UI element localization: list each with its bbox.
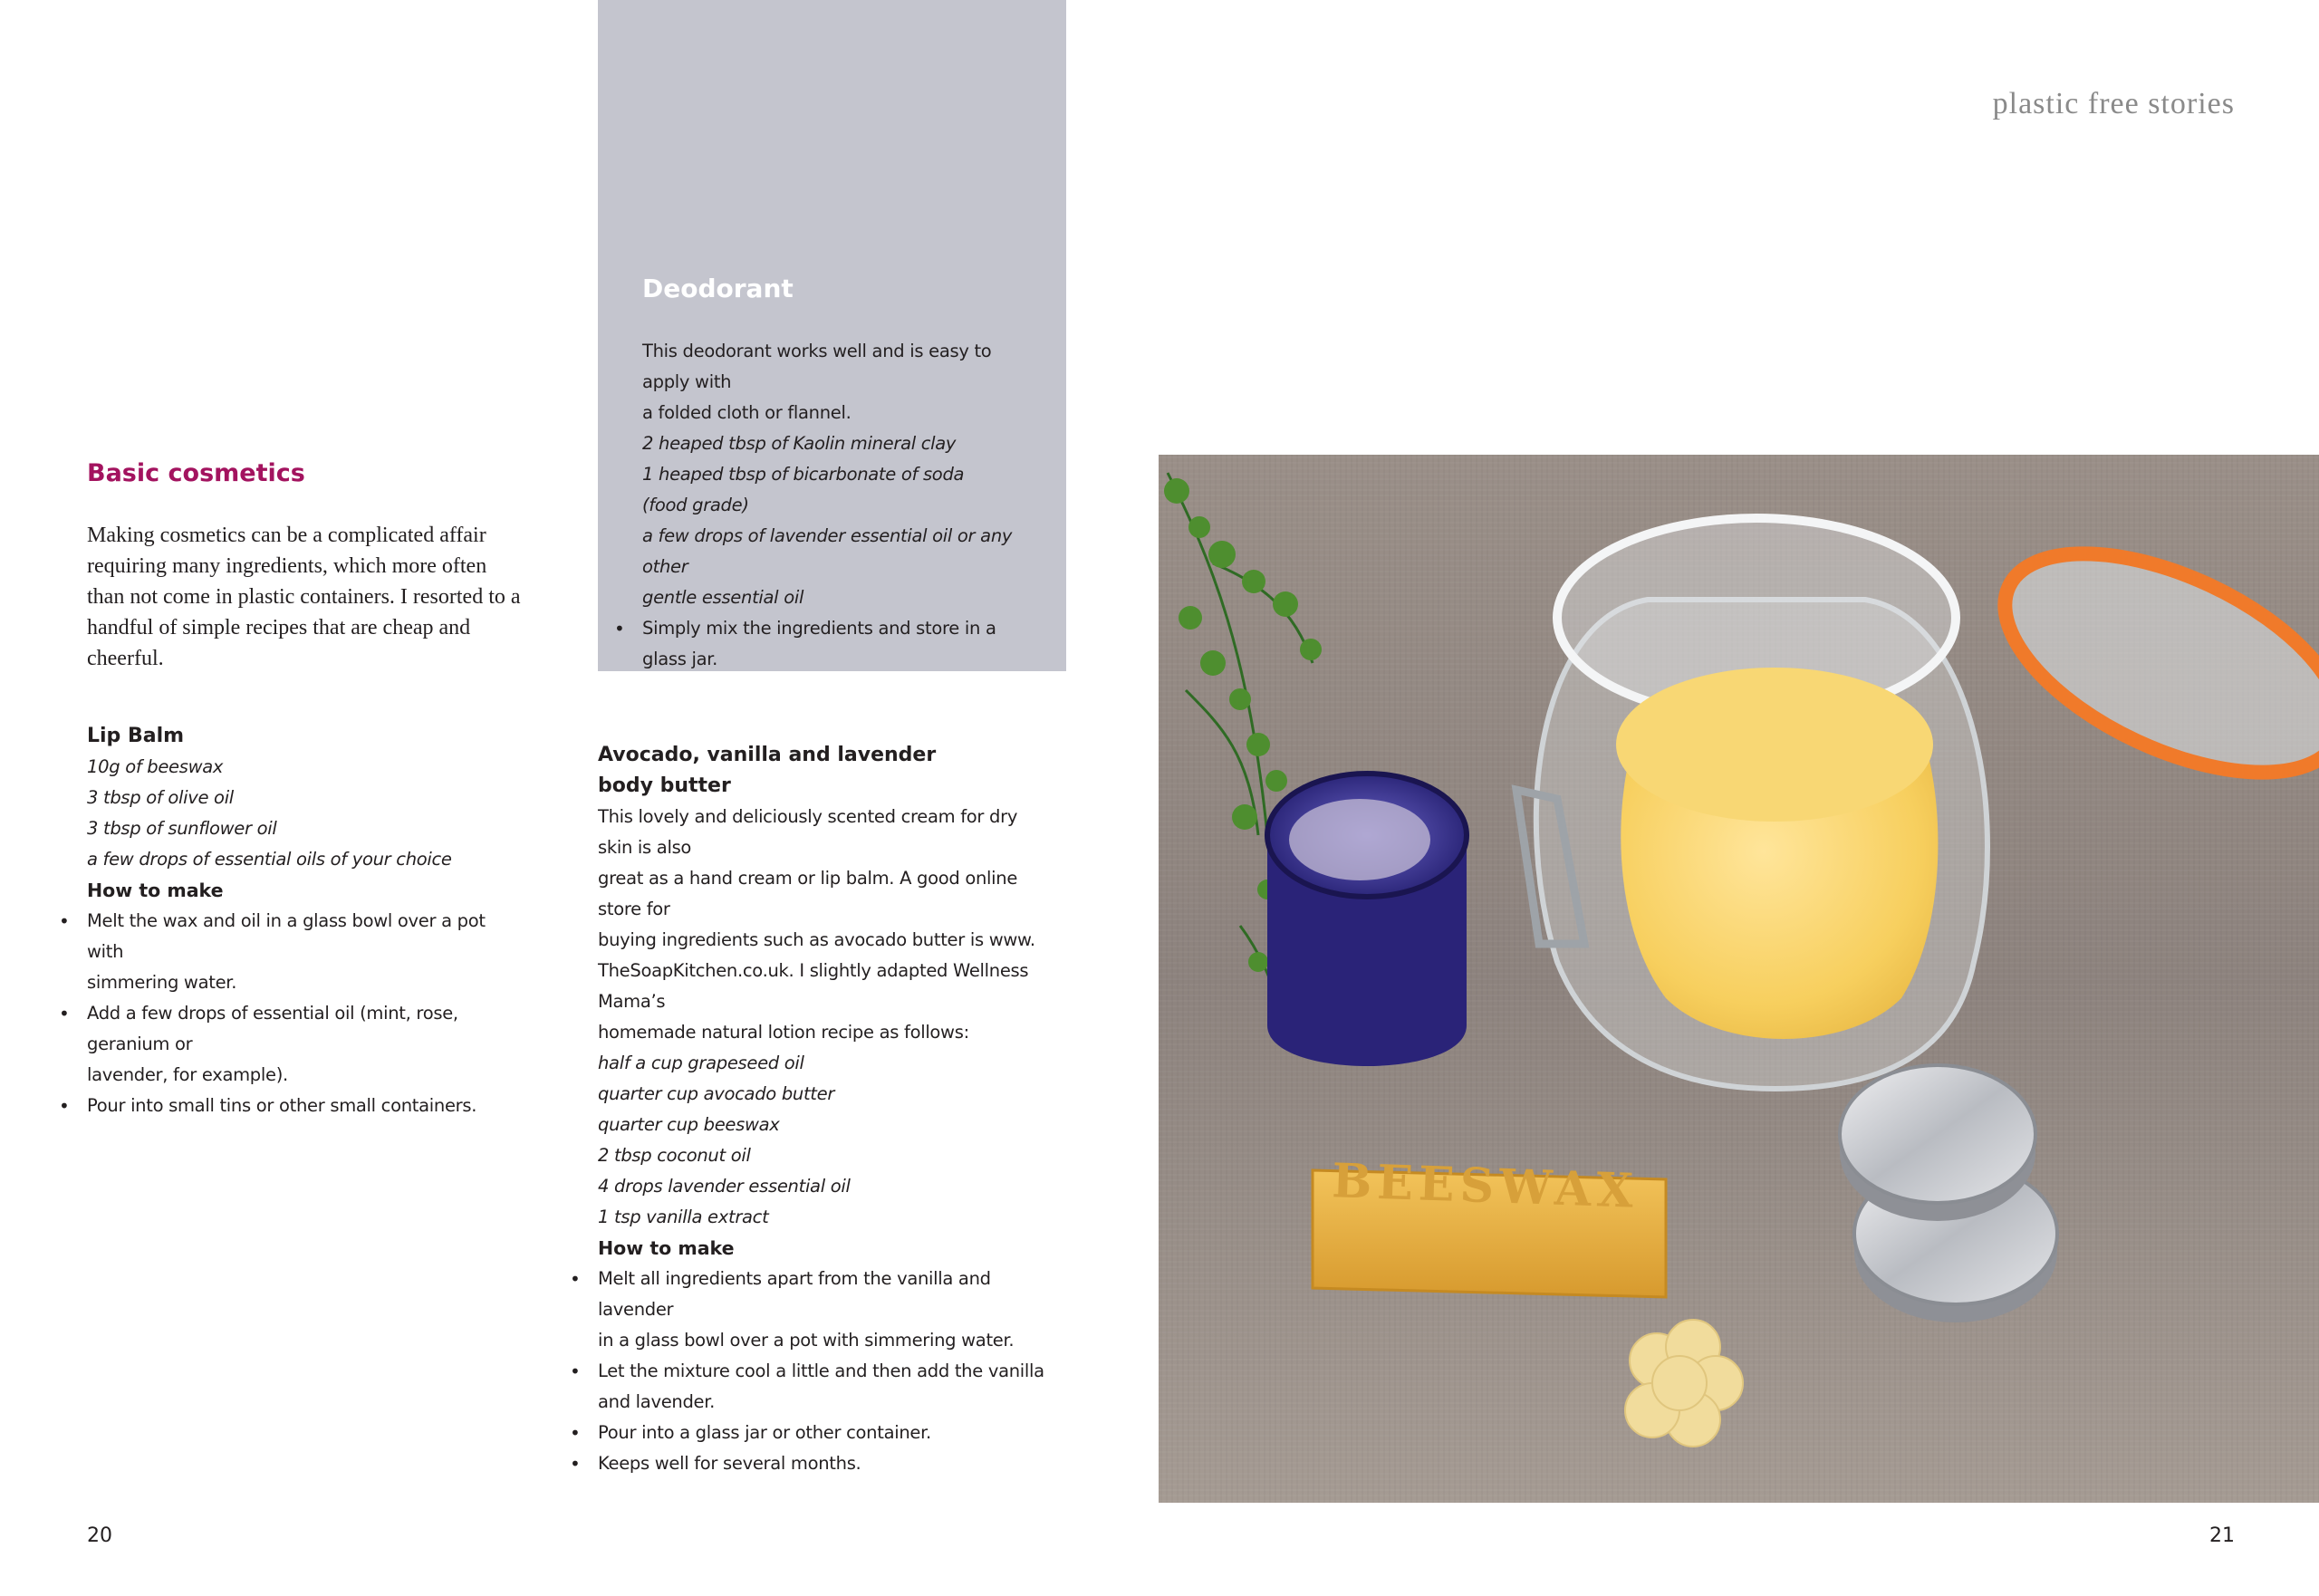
deodorant-content <box>642 274 1041 675</box>
deodorant-intro-line: a folded cloth or flannel. <box>642 402 852 423</box>
lip-balm-title: Lip Balm <box>87 725 185 747</box>
middle-column <box>598 740 1051 1479</box>
deodorant-ingredient: 2 heaped tbsp of Kaolin mineral clay <box>642 433 957 454</box>
deodorant-title: Deodorant <box>642 274 794 303</box>
body-butter-step: • Let the mixture cool a little and then add the vanilla and lavender. <box>598 1356 1051 1418</box>
body-butter-intro-line: This lovely and deliciously scented cream for dry skin is also <box>598 806 1018 858</box>
lip-balm-how-to-label: How to make <box>87 880 224 901</box>
lip-balm-ingredient: a few drops of essential oils of your choice <box>87 849 452 870</box>
tins <box>1840 1065 2057 1322</box>
lip-balm-step: • Add a few drops of essential oil (mint, rose, geranium or lavender, for example). <box>87 998 522 1091</box>
beeswax-bar <box>1313 1153 1666 1297</box>
lip-balm-step: • Melt the wax and oil in a glass bowl over a pot with simmering water. <box>87 906 522 998</box>
lip-balm-ingredient: 3 tbsp of sunflower oil <box>87 818 277 839</box>
lip-balm-ingredient: 10g of beeswax <box>87 756 224 777</box>
deodorant-ingredient: gentle essential oil <box>642 587 804 608</box>
body-butter-intro-line: TheSoapKitchen.co.uk. I slightly adapted Wellness Mama’s <box>598 960 1029 1012</box>
body-butter-steps <box>598 1264 1051 1479</box>
glass-jar <box>1516 518 1987 1089</box>
blue-jar <box>1267 774 1467 1066</box>
body-butter-step: • Melt all ingredients apart from the vanilla and lavender in a glass bowl over a pot with simmering water. <box>598 1264 1051 1356</box>
body-butter-how-to-label: How to make <box>598 1237 735 1259</box>
deodorant-ingredient: 1 heaped tbsp of bicarbonate of soda <box>642 464 965 485</box>
section-intro: Making cosmetics can be a complicated affair requiring many ingredients, which more often than not come in plastic containers. I resorted to a handful of simple recipes that are cheap and cheerful. <box>87 524 521 670</box>
deodorant-step: • Simply mix the ingredients and store in a glass jar. <box>642 613 1041 675</box>
deodorant-ingredient: (food grade) <box>642 495 749 515</box>
body-butter-intro-line: great as a hand cream or lip balm. A good online store for <box>598 868 1018 919</box>
body-butter-ingredient: quarter cup beeswax <box>598 1114 780 1135</box>
cosmetics-photo-illustration <box>1159 455 2319 1503</box>
body-butter-ingredient: 4 drops lavender essential oil <box>598 1176 851 1197</box>
body-butter-step: • Pour into a glass jar or other container. <box>598 1418 1051 1448</box>
left-column <box>87 459 522 1121</box>
body-butter-title: Avocado, vanilla and lavender body butter <box>598 744 937 797</box>
running-head: plastic free stories <box>1992 87 2235 120</box>
body-butter-ingredient: half a cup grapeseed oil <box>598 1053 804 1073</box>
deodorant-steps <box>642 613 1041 675</box>
page-number-left: 20 <box>87 1524 112 1547</box>
body-butter-ingredient: 1 tsp vanilla extract <box>598 1207 769 1227</box>
lip-balm-steps <box>87 906 522 1121</box>
section-title: Basic cosmetics <box>87 459 305 487</box>
cosmetics-photo <box>1159 455 2319 1503</box>
deodorant-box <box>598 0 1066 671</box>
page-number-right: 21 <box>2209 1524 2235 1547</box>
lip-balm-step: • Pour into small tins or other small containers. <box>87 1091 522 1121</box>
deodorant-intro-line: This deodorant works well and is easy to apply with <box>642 341 992 392</box>
body-butter-step: • Keeps well for several months. <box>598 1448 1051 1479</box>
body-butter-intro-line: homemade natural lotion recipe as follows: <box>598 1022 969 1043</box>
deodorant-ingredient: a few drops of lavender essential oil or any other <box>642 525 1013 577</box>
body-butter-ingredient: quarter cup avocado butter <box>598 1083 835 1104</box>
body-butter-intro-line: buying ingredients such as avocado butter is www. <box>598 929 1035 950</box>
lip-balm-ingredient: 3 tbsp of olive oil <box>87 787 234 808</box>
beeswax-label: BEESWAX <box>1331 1153 1640 1219</box>
body-butter-ingredient: 2 tbsp coconut oil <box>598 1145 751 1166</box>
